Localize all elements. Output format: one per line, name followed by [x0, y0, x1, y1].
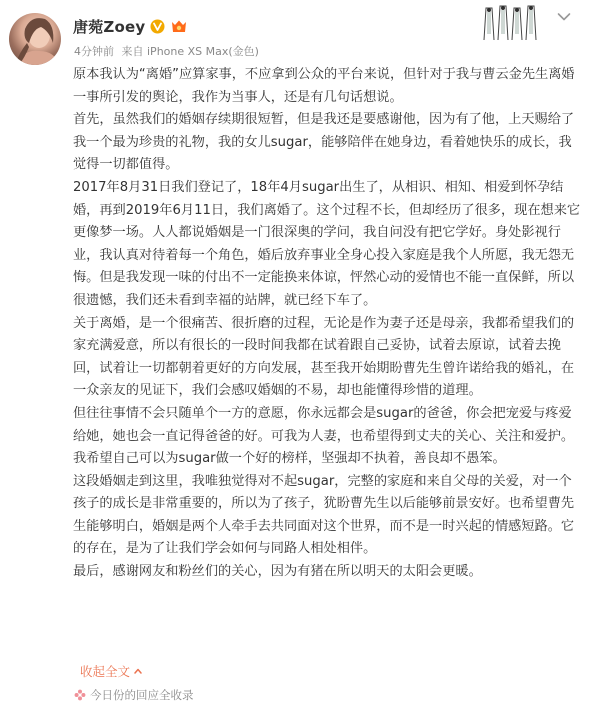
post-paragraph: 2017年8月31日我们登记了，18年4月sugar出生了，从相识、相知、相爱到怀孕结婚，再到2019年6月11日，我们离婚了。这个过程不长，但却经历了很多，现在想来它更像梦一场。人人都说婚姻是一门很深奥的学问，我自问没有把它学好。身处影视行业，我认真对待着每一个角色，婚后放弃事业全身心投入家庭是我个人所愿，我无怨无悔。但是我发现一味的付出不一定能换来体谅，怦然心动的爱情也不能一直保鲜，所以很遗憾，我们还未看到幸福的站牌，就已经下车了。: [73, 179, 581, 308]
flower-icon: [74, 689, 86, 701]
chevron-down-icon[interactable]: [557, 12, 571, 22]
avatar-photo-icon: [9, 13, 61, 65]
collapse-full-text-link[interactable]: [80, 662, 143, 680]
figurine-decoration-icon: [478, 2, 542, 42]
collapse-label: 收起全文: [80, 664, 131, 679]
post-body: [73, 64, 583, 584]
post-source[interactable]: iPhone XS Max(金色): [147, 45, 259, 58]
post-paragraph: 最后，感谢网友和粉丝们的关心，因为有猪在所以明天的太阳会更暖。: [73, 564, 482, 580]
post-paragraph: 原本我认为“离婚”应算家事，不应拿到公众的平台来说，但针对于我与曹云金先生离婚一事所引发的舆论，我作为当事人，还是有几句话想说。: [73, 67, 575, 105]
post-paragraph: 这段婚姻走到这里，我唯独觉得对不起sugar，完整的家庭和来自父母的关爱，对一个孩子的成长是非常重要的，所以为了孩子，犹盼曹先生以后能够前景安好。也希望曹先生能够明白，婚姻是两个人牵手去共同面对这个世界，而不是一时兴起的情感短路。它的存在，是为了让我们学会如何与同路人相处相伴。: [73, 473, 575, 557]
post-time[interactable]: 4分钟前: [74, 45, 114, 58]
username[interactable]: 唐菀Zoey: [73, 17, 146, 36]
caret-up-icon: [133, 666, 143, 676]
post-meta: [74, 43, 259, 59]
user-avatar[interactable]: [9, 13, 61, 65]
post-paragraph: 但往往事情不会只随单个一方的意愿，你永远都会是sugar的爸爸，你会把宠爱与疼爱给她，她也会一直记得爸爸的好。可我为人妻，也希望得到丈夫的关心、关注和爱护。我希望自己可以为sugar做一个好的榜样，坚强却不执着，善良却不愚笨。: [73, 405, 575, 467]
vip-member-icon[interactable]: [170, 19, 188, 34]
post-paragraph: 关于离婚，是一个很痛苦、很折磨的过程，无论是作为妻子还是母亲，我都希望我们的家充满爱意，所以有很长的一段时间我都在试着跟自己妥协，试着去原谅，试着去挽回，试着让一切都朝着更好的方向发展，甚至我开始期盼曹先生曾许诺给我的婚礼，在一众亲友的见证下，我们会感叹婚姻的不易，却也能懂得珍惜的道理。: [73, 315, 575, 399]
username-row: [73, 15, 188, 37]
topic-footer-label: 今日份的回应全收录: [90, 688, 194, 702]
post-paragraph: 首先，虽然我们的婚姻存续期很短暂，但是我还是要感谢他，因为有了他，上天赐给了我一个最为珍贵的礼物，我的女儿sugar，能够陪伴在她身边，看着她快乐的成长，我觉得一切都值得。: [73, 112, 575, 173]
topic-footer[interactable]: [74, 687, 194, 703]
verified-badge-icon: [150, 19, 165, 34]
source-prefix: 来自: [121, 45, 144, 58]
